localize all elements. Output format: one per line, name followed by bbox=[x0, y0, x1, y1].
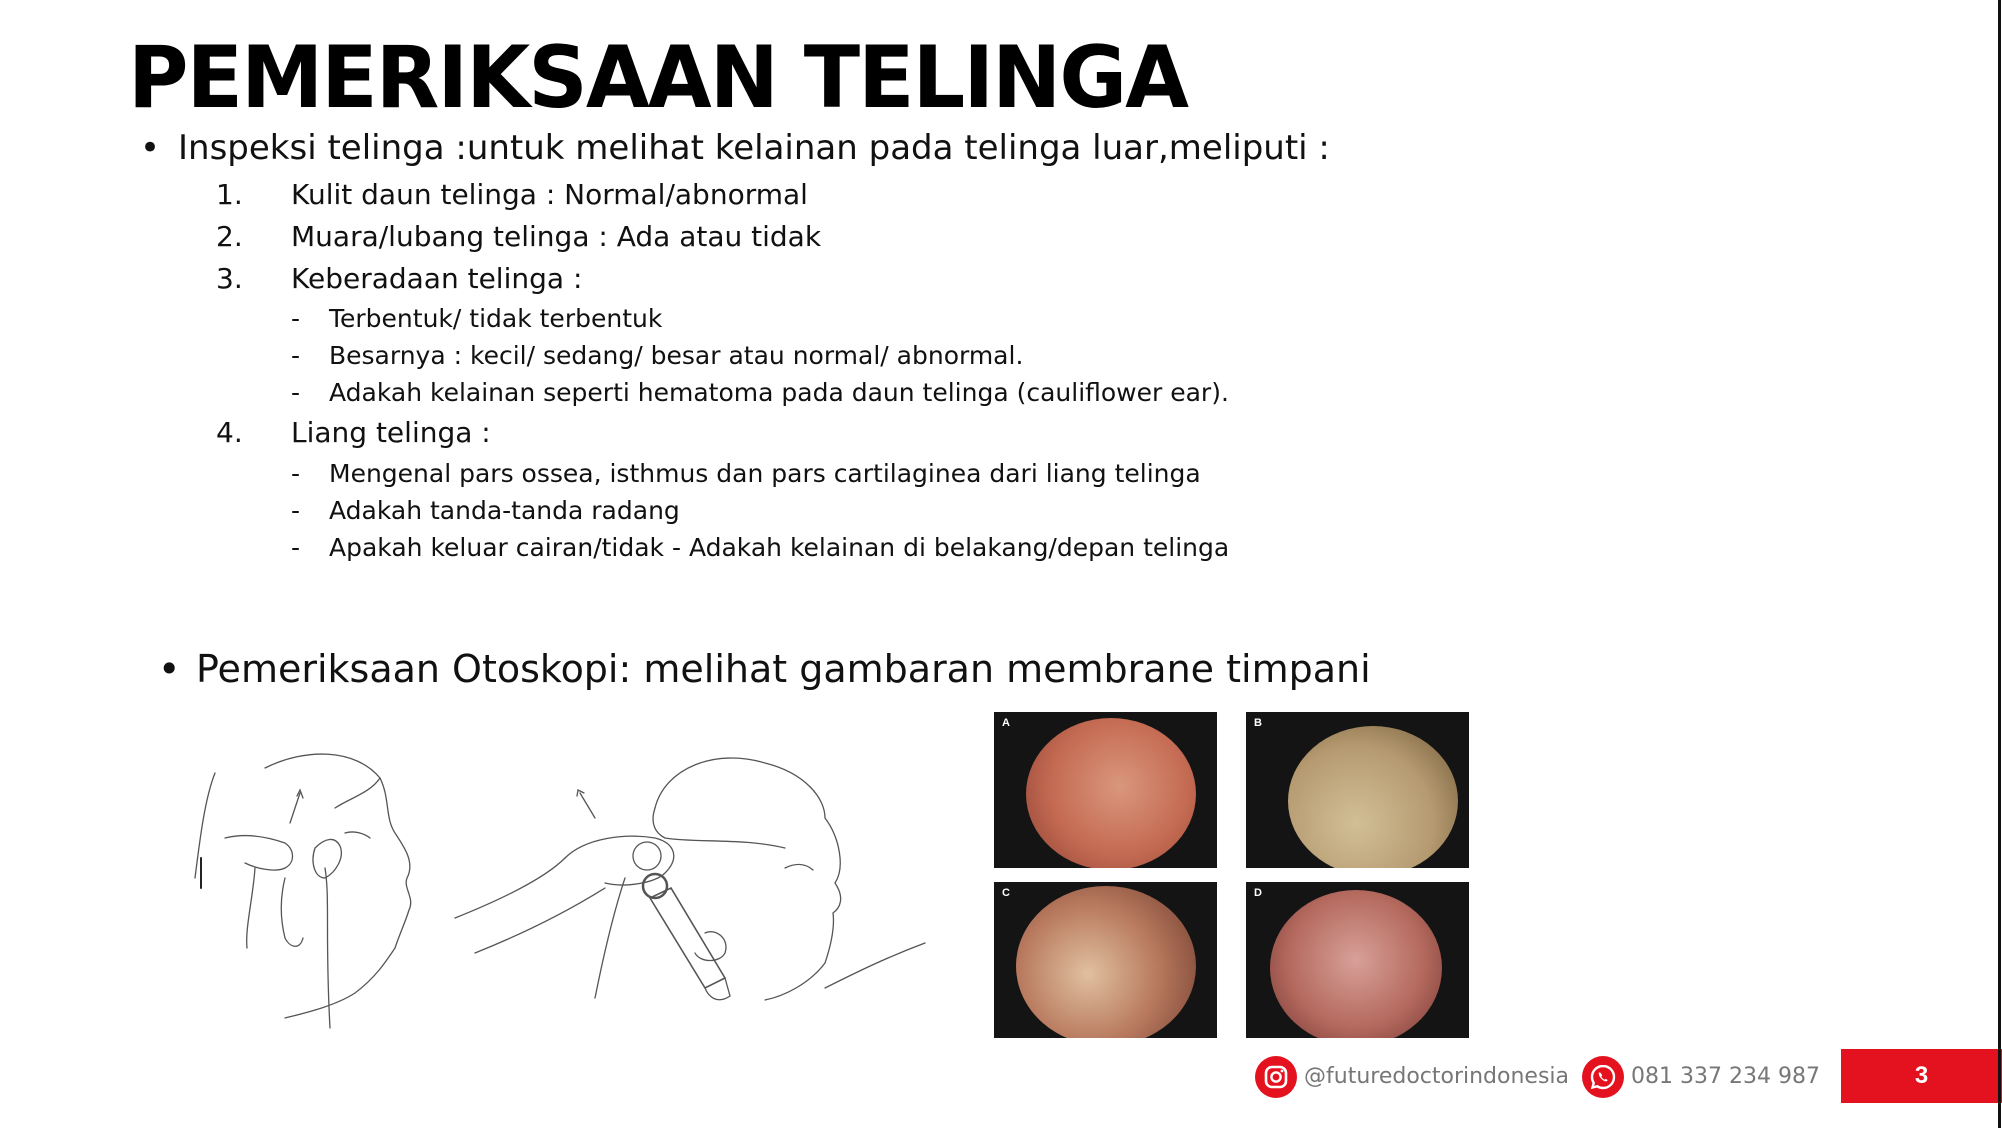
sub-item-text: Terbentuk/ tidak terbentuk bbox=[329, 304, 663, 333]
panel-label: A bbox=[1002, 717, 1010, 729]
item-number: 4. bbox=[216, 416, 243, 449]
slide-edge-divider bbox=[1998, 0, 2001, 1128]
panel-label: B bbox=[1254, 717, 1262, 729]
instagram-handle: @futuredoctorindonesia bbox=[1304, 1064, 1570, 1089]
item-number: 1. bbox=[216, 178, 243, 211]
otoscope-examination-illustration bbox=[185, 738, 941, 1038]
dash: - bbox=[291, 533, 301, 562]
tympanic-membrane-photo-grid bbox=[994, 712, 1469, 1038]
instagram-icon bbox=[1255, 1056, 1297, 1098]
otoscopy-heading bbox=[158, 647, 1371, 691]
bullet: • bbox=[140, 128, 161, 168]
otoscopy-photo-d bbox=[1246, 882, 1469, 1038]
inspection-heading-text: Inspeksi telinga :untuk melihat kelainan pada telinga luar,meliputi : bbox=[178, 128, 1330, 168]
dash: - bbox=[291, 304, 301, 333]
sub-item-text: Adakah kelainan seperti hematoma pada daun telinga (cauliflower ear). bbox=[329, 378, 1229, 407]
item-number: 2. bbox=[216, 220, 243, 253]
page-number: 3 bbox=[1914, 1062, 1929, 1089]
otoscopy-photo-c bbox=[994, 882, 1217, 1038]
whatsapp-icon bbox=[1582, 1056, 1624, 1098]
panel-label: D bbox=[1254, 887, 1262, 899]
dash: - bbox=[291, 459, 301, 488]
dash: - bbox=[291, 341, 301, 370]
otoscopy-heading-text: Pemeriksaan Otoskopi: melihat gambaran membrane timpani bbox=[196, 647, 1371, 691]
sub-item-text: Besarnya : kecil/ sedang/ besar atau normal/ abnormal. bbox=[329, 341, 1024, 370]
phone-number: 081 337 234 987 bbox=[1631, 1064, 1820, 1089]
bullet: • bbox=[158, 647, 181, 691]
item-text: Liang telinga : bbox=[291, 416, 491, 449]
tympanic-membrane-image bbox=[1288, 726, 1458, 868]
item-text: Kulit daun telinga : Normal/abnormal bbox=[291, 178, 808, 211]
panel-label: C bbox=[1002, 887, 1010, 899]
item-text: Keberadaan telinga : bbox=[291, 262, 583, 295]
inspection-heading bbox=[140, 128, 1330, 168]
tympanic-membrane-image bbox=[1016, 886, 1196, 1038]
sub-item-text: Apakah keluar cairan/tidak - Adakah kelainan di belakang/depan telinga bbox=[329, 533, 1230, 562]
sub-item-text: Mengenal pars ossea, isthmus dan pars cartilaginea dari liang telinga bbox=[329, 459, 1201, 488]
dash: - bbox=[291, 378, 301, 407]
otoscopy-photo-b bbox=[1246, 712, 1469, 868]
sub-item-text: Adakah tanda-tanda radang bbox=[329, 496, 680, 525]
tympanic-membrane-image bbox=[1026, 718, 1196, 868]
otoscopy-photo-a bbox=[994, 712, 1217, 868]
dash: - bbox=[291, 496, 301, 525]
slide-title: PEMERIKSAAN TELINGA bbox=[128, 28, 1188, 128]
page-number-badge bbox=[1841, 1049, 2002, 1103]
item-number: 3. bbox=[216, 262, 243, 295]
item-text: Muara/lubang telinga : Ada atau tidak bbox=[291, 220, 822, 253]
tympanic-membrane-image bbox=[1270, 890, 1442, 1038]
